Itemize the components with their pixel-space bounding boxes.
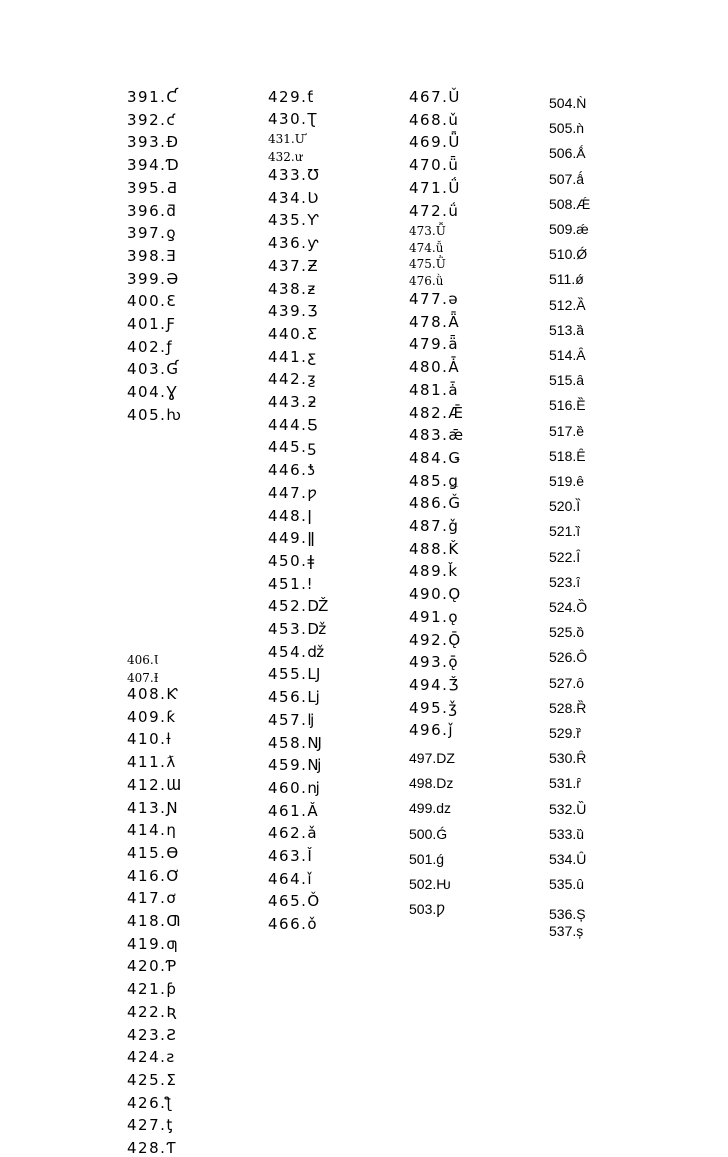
glyph-entry: 510.Ǿ bbox=[549, 246, 588, 263]
glyph-entry: 411.ƛ bbox=[127, 753, 177, 772]
glyph-entry: 526.Ȏ bbox=[549, 649, 588, 666]
glyph-entry: 514.Ȃ bbox=[549, 347, 586, 363]
glyph-entry: 463.Ǐ bbox=[268, 847, 314, 865]
glyph-entry: 503.Ƿ bbox=[409, 901, 445, 918]
glyph-entry: 518.Ȇ bbox=[549, 447, 586, 464]
glyph-entry: 495.ǯ bbox=[409, 698, 459, 717]
glyph-entry: 487.ǧ bbox=[409, 517, 460, 535]
glyph-entry: 456.ǈ bbox=[268, 688, 321, 707]
glyph-entry: 415.Ɵ bbox=[127, 843, 180, 862]
glyph-entry: 419.ƣ bbox=[127, 934, 180, 953]
glyph-entry: 485.ǥ bbox=[409, 471, 460, 490]
glyph-entry: 471.Ǘ bbox=[409, 178, 461, 197]
glyph-entry: 469.Ǖ bbox=[409, 133, 461, 152]
glyph-entry: 512.Ȁ bbox=[549, 296, 586, 313]
glyph-entry: 428.Ƭ bbox=[127, 1139, 178, 1157]
glyph-entry: 504.Ǹ bbox=[549, 95, 587, 111]
glyph-entry: 501.ǵ bbox=[409, 850, 445, 867]
glyph-entry: 426.ƪ bbox=[127, 1093, 173, 1112]
glyph-entry: 445.ƽ bbox=[268, 438, 318, 457]
glyph-entry: 492.Ǭ bbox=[409, 630, 462, 649]
glyph-entry: 450.ǂ bbox=[268, 551, 316, 570]
glyph-entry: 452.Ǆ bbox=[268, 597, 331, 616]
glyph-entry: 410.ƚ bbox=[127, 730, 173, 749]
glyph-entry: 466.ǒ bbox=[268, 915, 319, 934]
glyph-entry: 453.ǅ bbox=[268, 620, 329, 638]
glyph-entry: 533.ȕ bbox=[549, 825, 585, 842]
glyph-entry: 475.Ǜ bbox=[409, 257, 446, 271]
glyph-entry: 402.ƒ bbox=[127, 337, 174, 356]
glyph-entry: 407.Ɨ bbox=[127, 671, 159, 685]
glyph-entry: 502.Ƕ bbox=[409, 876, 451, 892]
glyph-entry: 530.Ȓ bbox=[549, 750, 587, 767]
glyph-entry: 474.ǚ bbox=[409, 241, 444, 255]
glyph-entry: 430.Ʈ bbox=[268, 110, 319, 128]
glyph-entry: 482.Ǣ bbox=[409, 403, 465, 422]
glyph-entry: 531.ȓ bbox=[549, 775, 581, 792]
glyph-entry: 516.Ȅ bbox=[549, 397, 586, 414]
glyph-entry: 497.DZ bbox=[409, 750, 455, 766]
glyph-entry: 457.ǉ bbox=[268, 710, 316, 729]
glyph-entry: 392.ƈ bbox=[127, 110, 177, 129]
glyph-entry: 480.Ǡ bbox=[409, 358, 461, 377]
glyph-entry: 436.ƴ bbox=[268, 234, 320, 253]
glyph-entry: 439.Ʒ bbox=[268, 302, 319, 321]
glyph-entry: 429.ƭ bbox=[268, 88, 315, 106]
glyph-entry: 489.ǩ bbox=[409, 562, 459, 581]
glyph-entry: 513.ȁ bbox=[549, 321, 585, 338]
glyph-entry: 462.ǎ bbox=[268, 824, 319, 843]
glyph-entry: 458.Ǌ bbox=[268, 733, 323, 752]
glyph-entry: 451.ǃ bbox=[268, 574, 314, 593]
glyph-entry: 406.Ɩ bbox=[127, 653, 159, 667]
glyph-entry: 414.ƞ bbox=[127, 821, 178, 840]
glyph-entry: 511.ǿ bbox=[549, 271, 584, 288]
glyph-entry: 532.Ȕ bbox=[549, 800, 587, 817]
glyph-entry: 404.Ɣ bbox=[127, 383, 179, 402]
glyph-entry: 478.Ǟ bbox=[409, 312, 461, 331]
glyph-entry: 479.ǟ bbox=[409, 335, 460, 354]
glyph-entry: 498.Dz bbox=[409, 775, 454, 792]
glyph-entry: 461.Ǎ bbox=[268, 801, 320, 820]
glyph-entry: 440.Ƹ bbox=[268, 324, 319, 343]
glyph-entry: 468.ǔ bbox=[409, 110, 460, 129]
glyph-entry: 416.Ơ bbox=[127, 866, 182, 885]
glyph-entry: 437.Ƶ bbox=[268, 256, 320, 275]
glyph-entry: 399.Ə bbox=[127, 269, 180, 288]
glyph-entry: 459.ǋ bbox=[268, 756, 323, 775]
glyph-entry: 508.Ǽ bbox=[549, 195, 591, 212]
glyph-entry: 467.Ǔ bbox=[409, 88, 461, 106]
glyph-entry: 432.ư bbox=[268, 150, 303, 164]
glyph-entry: 444.Ƽ bbox=[268, 415, 319, 434]
glyph-entry: 412.Ɯ bbox=[127, 775, 183, 794]
glyph-entry: 434.Ʋ bbox=[268, 188, 320, 207]
glyph-entry: 529.ȑ bbox=[549, 725, 581, 741]
glyph-entry: 470.ǖ bbox=[409, 156, 460, 175]
glyph-entry: 515.ȃ bbox=[549, 372, 585, 389]
glyph-entry: 494.Ǯ bbox=[409, 675, 460, 694]
glyph-entry: 465.Ǒ bbox=[268, 892, 321, 911]
glyph-entry: 521.ȉ bbox=[549, 523, 581, 540]
glyph-entry: 519.ȇ bbox=[549, 473, 585, 489]
glyph-entry: 431.Ư bbox=[268, 132, 305, 146]
glyph-entry: 484.Ǥ bbox=[409, 448, 462, 467]
glyph-entry: 433.Ʊ bbox=[268, 166, 321, 184]
glyph-entry: 403.Ɠ bbox=[127, 360, 180, 379]
glyph-entry: 490.Ǫ bbox=[409, 585, 462, 604]
glyph-entry: 481.ǡ bbox=[409, 380, 460, 399]
glyph-entry: 476.ǜ bbox=[409, 274, 444, 288]
glyph-entry: 421.ƥ bbox=[127, 980, 178, 999]
glyph-entry: 499.dz bbox=[409, 800, 452, 817]
glyph-entry: 517.ȅ bbox=[549, 422, 585, 439]
glyph-entry: 477.ǝ bbox=[409, 290, 460, 308]
glyph-entry: 405.ƕ bbox=[127, 405, 183, 424]
glyph-entry: 523.ȋ bbox=[549, 573, 581, 590]
glyph-entry: 528.Ȑ bbox=[549, 699, 587, 716]
glyph-entry: 534.Ȗ bbox=[549, 851, 587, 867]
glyph-entry: 535.ȗ bbox=[549, 876, 585, 893]
glyph-entry: 527.ȏ bbox=[549, 674, 585, 691]
glyph-entry: 524.Ȍ bbox=[549, 599, 588, 615]
glyph-entry: 448.ǀ bbox=[268, 506, 314, 525]
glyph-entry: 449.ǁ bbox=[268, 529, 317, 548]
glyph-entry: 408.Ƙ bbox=[127, 685, 180, 703]
glyph-entry: 505.ǹ bbox=[549, 120, 585, 137]
glyph-entry: 400.Ɛ bbox=[127, 292, 178, 311]
glyph-entry: 472.ǘ bbox=[409, 201, 460, 220]
glyph-entry: 397.ƍ bbox=[127, 224, 178, 243]
glyph-entry: 427.ƫ bbox=[127, 1116, 174, 1135]
glyph-entry: 460.ǌ bbox=[268, 778, 321, 797]
glyph-entry: 491.ǫ bbox=[409, 607, 460, 626]
glyph-entry: 447.ƿ bbox=[268, 483, 319, 502]
glyph-entry: 522.Ȋ bbox=[549, 548, 581, 565]
glyph-entry: 488.Ǩ bbox=[409, 539, 460, 558]
glyph-entry: 398.Ǝ bbox=[127, 246, 178, 265]
glyph-entry: 493.ǭ bbox=[409, 653, 460, 672]
glyph-entry: 473.Ǚ bbox=[409, 224, 446, 238]
glyph-entry: 525.ȍ bbox=[549, 624, 585, 641]
glyph-entry: 500.Ǵ bbox=[409, 825, 448, 842]
glyph-entry: 438.ƶ bbox=[268, 279, 317, 298]
glyph-entry: 435.Ƴ bbox=[268, 211, 321, 230]
glyph-entry: 442.ƺ bbox=[268, 370, 317, 389]
glyph-entry: 506.Ǻ bbox=[549, 145, 586, 162]
glyph-entry: 496.ǰ bbox=[409, 721, 455, 740]
glyph-entry: 537.ș bbox=[549, 923, 584, 939]
glyph-entry: 441.ƹ bbox=[268, 347, 318, 366]
glyph-entry: 418.Ƣ bbox=[127, 912, 183, 930]
glyph-entry: 391.Ƈ bbox=[127, 88, 179, 106]
glyph-entry: 409.ƙ bbox=[127, 707, 177, 726]
glyph-entry: 464.ǐ bbox=[268, 869, 314, 888]
glyph-entry: 401.Ƒ bbox=[127, 315, 177, 333]
glyph-entry: 424.ƨ bbox=[127, 1048, 176, 1067]
glyph-entry: 420.Ƥ bbox=[127, 957, 178, 976]
glyph-entry: 423.Ƨ bbox=[127, 1025, 178, 1044]
glyph-entry: 413.Ɲ bbox=[127, 798, 180, 817]
glyph-entry: 396.ƌ bbox=[127, 201, 178, 220]
glyph-entry: 536.Ș bbox=[549, 906, 586, 922]
glyph-entry: 443.ƻ bbox=[268, 393, 319, 411]
glyph-entry: 455.Ǉ bbox=[268, 665, 322, 684]
glyph-entry: 417.ơ bbox=[127, 889, 178, 908]
glyph-entry: 394.Ɗ bbox=[127, 156, 181, 175]
glyph-entry: 520.Ȉ bbox=[549, 498, 581, 515]
glyph-entry: 454.ǆ bbox=[268, 642, 327, 661]
glyph-entry: 507.ǻ bbox=[549, 170, 585, 187]
glyph-entry: 425.Ʃ bbox=[127, 1070, 178, 1089]
glyph-entry: 422.Ʀ bbox=[127, 1002, 179, 1021]
glyph-entry: 486.Ǧ bbox=[409, 494, 462, 513]
glyph-entry: 393.Đ bbox=[127, 133, 180, 152]
glyph-entry: 395.Ƌ bbox=[127, 178, 179, 197]
glyph-entry: 446.ƾ bbox=[268, 461, 317, 480]
glyph-entry: 509.ǽ bbox=[549, 221, 589, 237]
glyph-entry: 483.ǣ bbox=[409, 426, 465, 445]
